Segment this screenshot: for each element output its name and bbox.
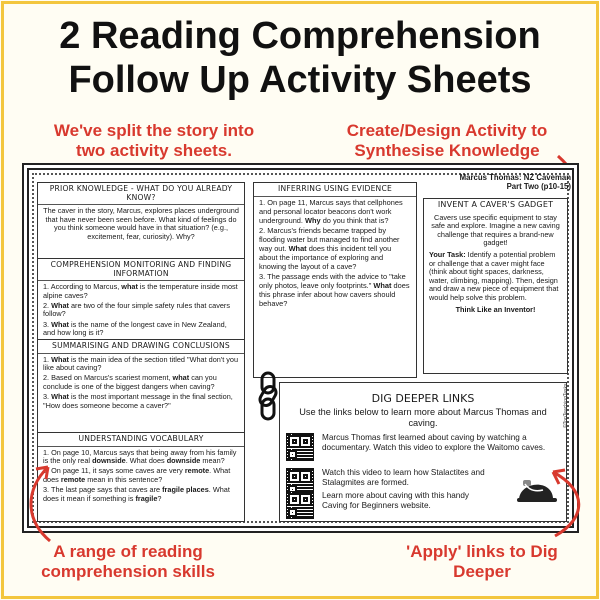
- curved-arrow-icon: [535, 460, 595, 540]
- dig-deeper-heading: DIG DEEPER LINKS: [371, 392, 475, 405]
- title-line-2: Follow Up Activity Sheets: [68, 59, 532, 101]
- dig-deeper-link-3[interactable]: [286, 491, 486, 519]
- vocabulary-question-3: 3. The last page says that caves are fragile places. What does it mean if something is fragile?: [43, 484, 230, 503]
- inferring-question-1: 1. On page 11, Marcus says that cellphones and personal locator beacons don't work underground. Why do you think that is?: [259, 197, 403, 225]
- chain-link-icon: [256, 371, 280, 421]
- invent-gadget-box: [423, 198, 568, 374]
- vocabulary-question-1: 1. On page 10, Marcus says that being away from his family is the only real downside. What does downside mean?: [43, 447, 237, 466]
- monitoring-question-2: 2. What are two of the four simple safety rules that cavers follow?: [43, 300, 230, 319]
- sheet-header: [437, 173, 571, 191]
- summarising-box: [37, 339, 245, 433]
- sheet-header-title: Marcus Thomas: NZ Caveman: [459, 173, 571, 182]
- inferring-box: [253, 182, 417, 378]
- vocabulary-question-2: 2. On page 11, it says some caves are very remote. What does remote mean in this sentence?: [43, 466, 231, 484]
- monitoring-question-1: 1. According to Marcus, what is the temperature inside most alpine caves?: [43, 282, 238, 300]
- summarising-question-2: 2. Based on Marcus's scariest moment, what can you conclude is one of the biggest dangers when caving?: [43, 373, 217, 391]
- dig-deeper-link-3-text: Learn more about caving with this handy Caving for Beginners website.: [322, 491, 470, 510]
- qr-code-icon[interactable]: [286, 433, 314, 461]
- prior-knowledge-heading: PRIOR KNOWLEDGE - WHAT DO YOU ALREADY KNOW?: [38, 185, 244, 205]
- comprehension-monitoring-heading: COMPREHENSION MONITORING AND FINDING INFORMATION: [38, 261, 244, 281]
- dig-deeper-link-1[interactable]: [286, 433, 560, 461]
- vocabulary-heading: UNDERSTANDING VOCABULARY: [38, 435, 244, 447]
- copyright-credit: ©TopTeachingTasks: [563, 383, 569, 428]
- invent-gadget-task: Your Task: Identify a potential problem or challenge that a caver might face (think about tight spaces, darkness, water, climbing, mapping). Then, design and draw a new piece of equipment that would help solve this problem.: [429, 249, 559, 302]
- comprehension-monitoring-box: [37, 258, 245, 340]
- invent-gadget-heading: INVENT A CAVER'S GADGET: [437, 200, 554, 209]
- curved-arrow-icon: [20, 455, 70, 545]
- invent-gadget-closing: Think Like an Inventor!: [455, 304, 536, 314]
- title-line-1: 2 Reading Comprehension: [59, 15, 541, 57]
- inferring-heading: INFERRING USING EVIDENCE: [254, 185, 416, 197]
- monitoring-question-3: 3. What is the name of the longest cave in New Zealand, and how long is it?: [43, 319, 227, 338]
- callout-apply-links: 'Apply' links to Dig Deeper: [406, 542, 558, 581]
- invent-gadget-intro: Cavers use specific equipment to stay safe and explore. Imagine a new caving challenge that requires a brand-new gadget!: [431, 212, 560, 248]
- summarising-question-1: 1. What is the main idea of the section titled "What don't you like about caving?: [43, 354, 239, 373]
- activity-sheet: [27, 168, 574, 528]
- page-title: [0, 14, 600, 102]
- callout-create-design: Create/Design Activity to Synthesise Knowledge: [346, 121, 548, 160]
- sheet-header-part: Part Two (p10-15): [506, 182, 571, 191]
- dig-deeper-link-1-text: Marcus Thomas first learned about caving by watching a documentary. Watch this video to explore the Waitomo caves.: [322, 433, 546, 452]
- prior-knowledge-box: [37, 182, 245, 259]
- dig-deeper-intro: Use the links below to learn more about Marcus Thomas and caving.: [299, 407, 547, 428]
- prior-knowledge-text: The caver in the story, Marcus, explores places underground that have never been seen before. What kind of feelings do you think someone would have in that situation? (e.g., excitement, fear, curiosity). Why?: [43, 206, 239, 241]
- summarising-heading: SUMMARISING AND DRAWING CONCLUSIONS: [38, 342, 244, 354]
- summarising-question-3: 3. What is the most important message in the final section, "How does someone become a caver?": [43, 391, 233, 410]
- callout-split-story: We've split the story into two activity sheets.: [53, 121, 255, 160]
- inferring-question-3: 3. The passage ends with the advice to "take only photos, leave only footprints." What does this phrase infer about how cavers should behave?: [259, 272, 410, 308]
- dig-deeper-link-2-text: Watch this video to learn how Stalactites and Stalagmites are formed.: [322, 468, 485, 487]
- callout-reading-skills: A range of reading comprehension skills: [41, 542, 215, 581]
- qr-code-icon[interactable]: [286, 491, 314, 519]
- inferring-question-2: 2. Marcus's friends became trapped by flooding water but managed to find another way out. What does this incident tell you about the importance of exploring and knowing the layout of a cave?: [259, 226, 400, 271]
